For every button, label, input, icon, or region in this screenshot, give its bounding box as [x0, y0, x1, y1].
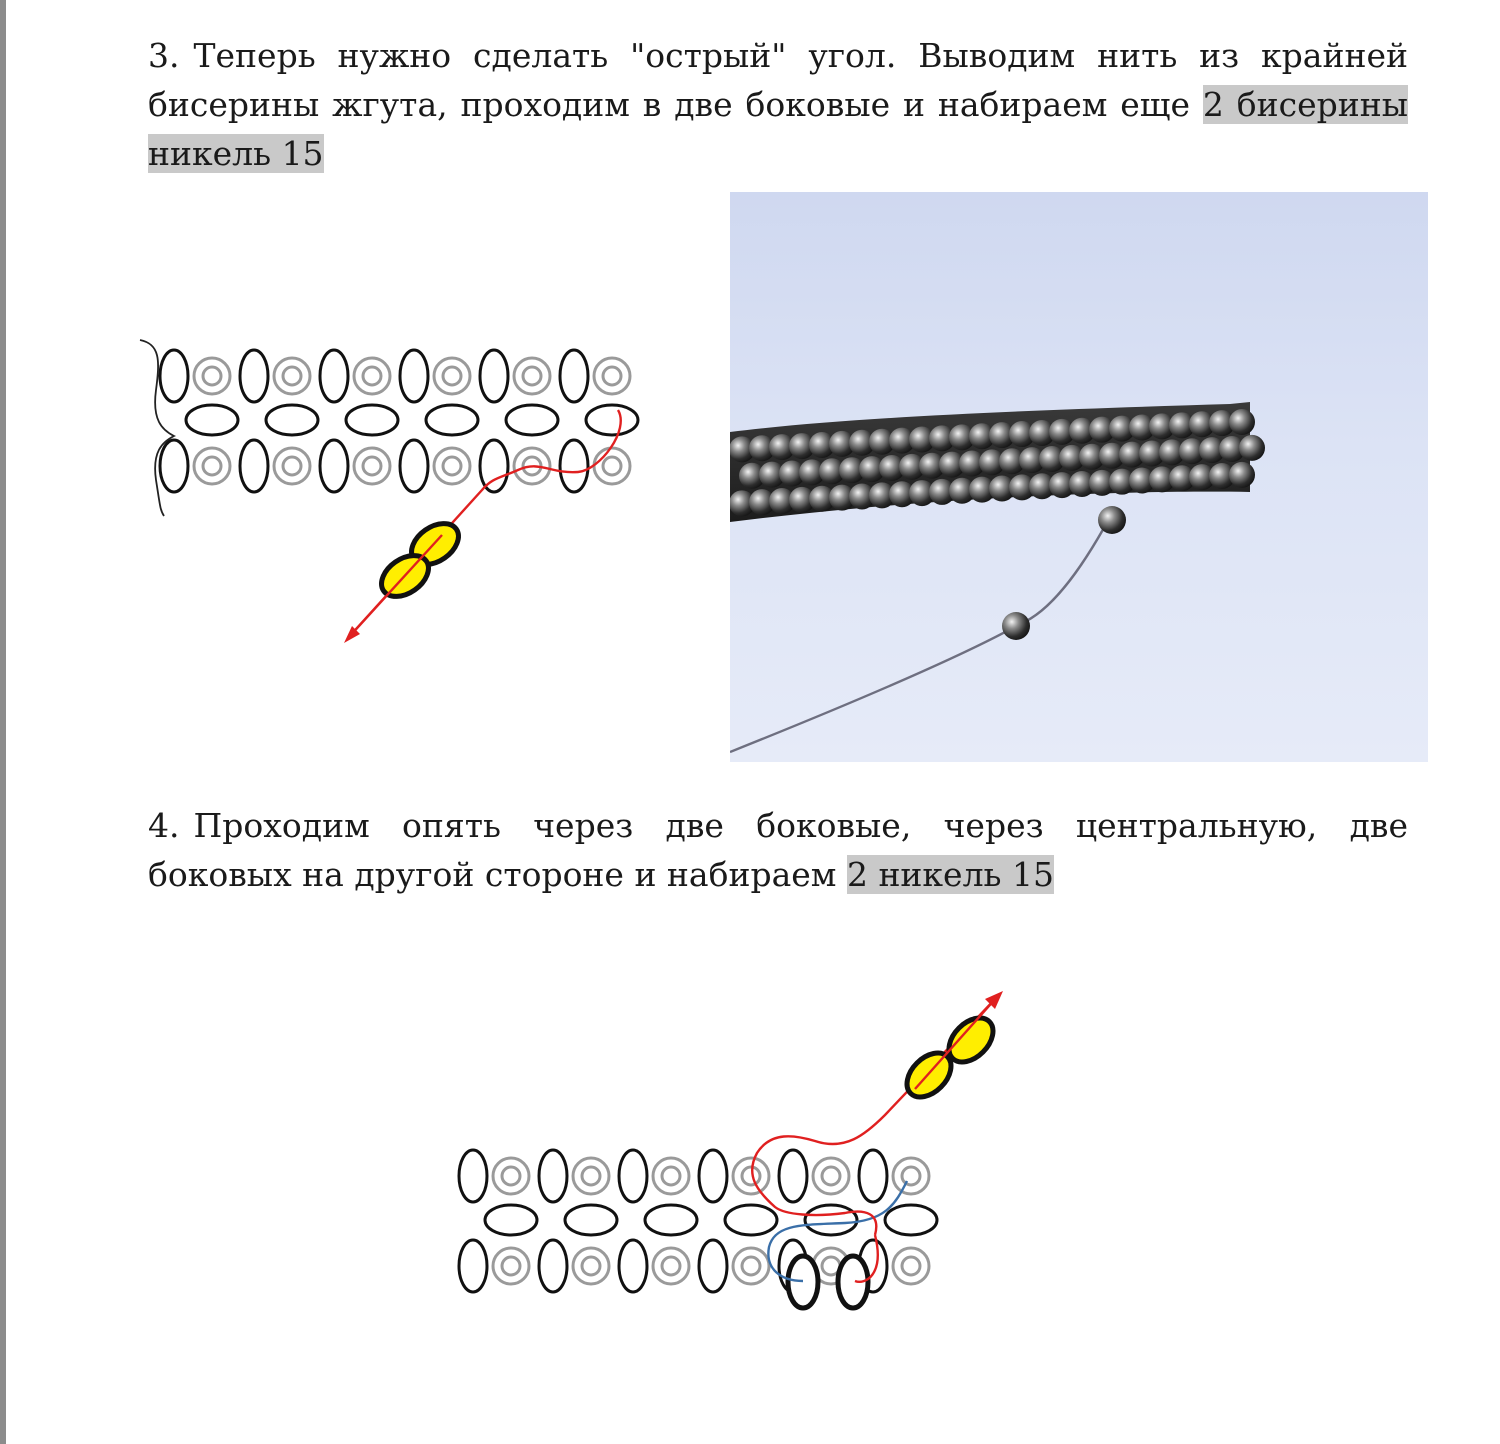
bead-vertical [320, 350, 348, 402]
bead-vertical [859, 1150, 887, 1202]
bead-ring-hole [582, 1257, 600, 1275]
bead-horizontal [805, 1205, 857, 1235]
bead-horizontal [586, 405, 638, 435]
bead-vertical [400, 440, 428, 492]
bead-vertical [539, 1150, 567, 1202]
bead-horizontal [346, 405, 398, 435]
bead-vertical [480, 350, 508, 402]
bead-ring-hole [283, 367, 301, 385]
bead-ring-hole [902, 1257, 920, 1275]
bead-vertical [560, 440, 588, 492]
bead-horizontal [426, 405, 478, 435]
beading-diagram-2 [445, 985, 1025, 1315]
bead-ring-hole [742, 1167, 760, 1185]
bead-vertical [240, 440, 268, 492]
bead-ring-hole [443, 367, 461, 385]
bead-horizontal [645, 1205, 697, 1235]
bead-ring-hole [662, 1257, 680, 1275]
beading-diagram-2-svg [445, 985, 1025, 1315]
step-4-paragraph [148, 801, 1408, 899]
step-3-number: 3. [148, 36, 180, 75]
bead-vertical [320, 440, 348, 492]
bead-vertical [779, 1150, 807, 1202]
bead-vertical [480, 440, 508, 492]
bead-horizontal [885, 1205, 937, 1235]
bead-vertical [459, 1150, 487, 1202]
bead-vertical [160, 350, 188, 402]
bead-horizontal [485, 1205, 537, 1235]
bead-ring-hole [363, 457, 381, 475]
beading-diagram-1-svg [130, 330, 670, 650]
beading-diagram-1 [130, 330, 670, 650]
rope-bead [1239, 435, 1265, 461]
rope-bead [1229, 409, 1255, 435]
bead-ring-hole [203, 367, 221, 385]
bead-ring-hole [203, 457, 221, 475]
bead-ring-hole [363, 367, 381, 385]
step-3-highlight: 2 бисерины никель 15 [148, 85, 1408, 173]
bead-horizontal [565, 1205, 617, 1235]
bead-horizontal [725, 1205, 777, 1235]
bead-vertical [160, 440, 188, 492]
bead-ring-hole [662, 1167, 680, 1185]
step-4-text: Проходим опять через две боковые, через центральную, две боковых на другой стороне и набираем [148, 806, 1408, 894]
step-4-highlight: 2 никель 15 [846, 855, 1054, 894]
bead-horizontal [506, 405, 558, 435]
bead-ring-hole [523, 367, 541, 385]
bead-ring-hole [283, 457, 301, 475]
bead-ring-hole [603, 367, 621, 385]
bead-ring-hole [502, 1167, 520, 1185]
bead-ring-hole [603, 457, 621, 475]
bead-ring-hole [502, 1257, 520, 1275]
step-3-text: Теперь нужно сделать "острый" угол. Выводим нить из крайней бисерины жгута, проходим в две боковые и набираем еще [148, 36, 1408, 124]
beaded-rope-photo [730, 192, 1428, 762]
bead-vertical [459, 1240, 487, 1292]
bead-ring-hole [582, 1167, 600, 1185]
bead-vertical [699, 1240, 727, 1292]
bead-vertical [560, 350, 588, 402]
bead-horizontal [186, 405, 238, 435]
bead-ring-hole [443, 457, 461, 475]
bead-ring-hole [902, 1167, 920, 1185]
bead-ring-hole [742, 1257, 760, 1275]
bead-vertical [240, 350, 268, 402]
step-4-number: 4. [148, 806, 180, 845]
bead-vertical [619, 1150, 647, 1202]
page-left-border [0, 0, 6, 1444]
beaded-rope-photo-svg [730, 192, 1428, 762]
bead-vertical [699, 1150, 727, 1202]
rope-bead [1229, 462, 1255, 488]
step-3-paragraph [148, 31, 1408, 178]
bead-vertical [619, 1240, 647, 1292]
bead-vertical [539, 1240, 567, 1292]
bead-ring-hole [822, 1167, 840, 1185]
bead-horizontal [266, 405, 318, 435]
bead-vertical [400, 350, 428, 402]
